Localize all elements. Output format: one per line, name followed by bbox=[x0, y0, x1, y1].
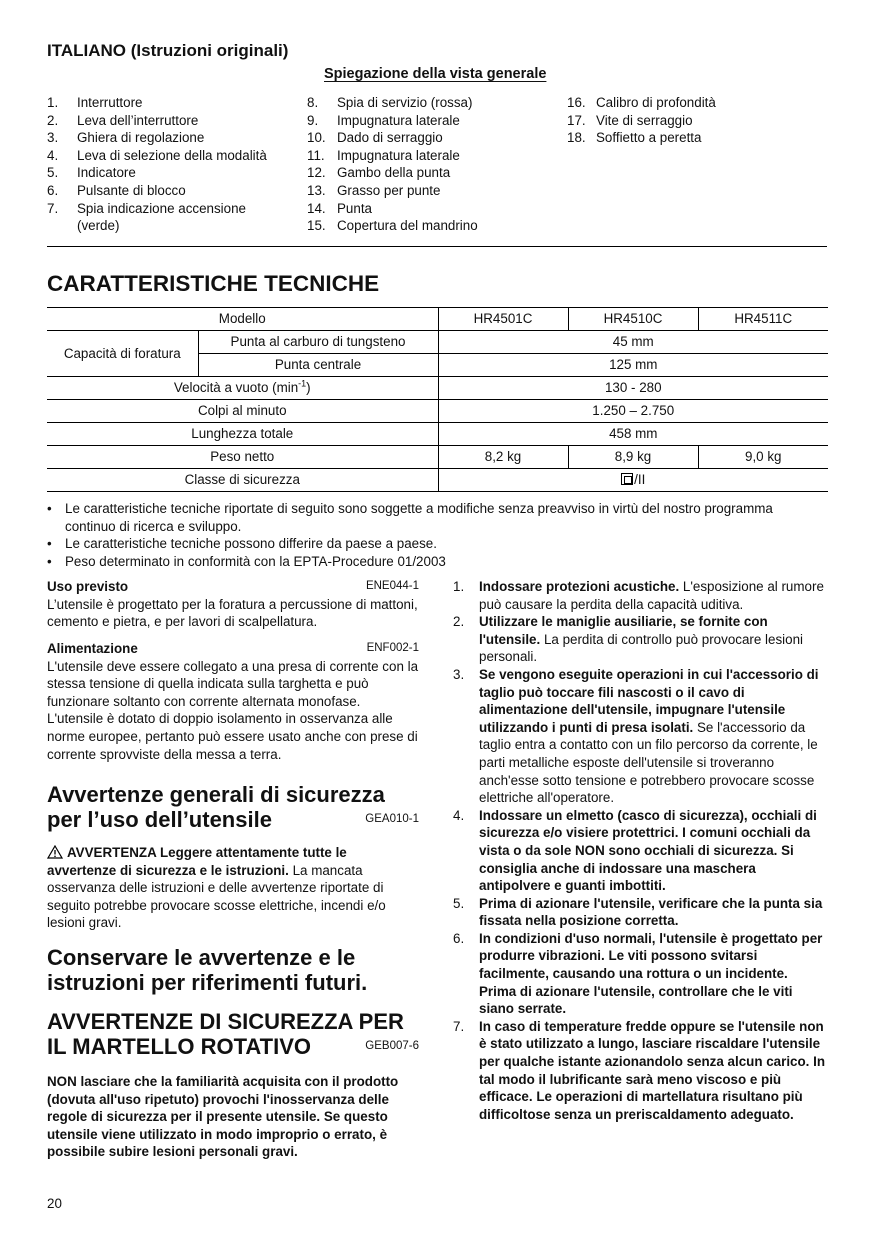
weight-cell: 8,9 kg bbox=[568, 446, 698, 469]
overview-item: 7. Spia indicazione accensione (verde) bbox=[47, 200, 246, 234]
page-number: 20 bbox=[47, 1196, 62, 1211]
list-item: 7. In caso di temperature fredde oppure se l'utensile non è stato utilizzato a lungo, lasciare riscaldare l'utensile per qualche istante azionandolo senza alcun carico. In tal modo il lubrificante sarà meno viscoso e più efficace. Le operazioni di martellatura risultano più difficoltose senza un preriscaldamento adeguato. bbox=[453, 1018, 826, 1122]
overview-item: 4. Leva di selezione della modalità bbox=[47, 147, 267, 163]
general-warnings-section bbox=[47, 783, 419, 932]
length-value: 458 mm bbox=[438, 423, 828, 446]
list-item: 5. Prima di azionare l'utensile, verificare che la punta sia fissata nella posizione corretta. bbox=[453, 895, 823, 929]
general-warnings-title-2: per l’uso dell’utensile bbox=[47, 806, 272, 832]
keep-instructions-heading: Conservare le avvertenze e le istruzioni per riferimenti futuri. bbox=[47, 945, 368, 995]
hammer-intro: NON lasciare che la familiarità acquisita con il prodotto (dovuta all'uso ripetuto) provochi l'inosservanza delle regole di sicurezza per il presente utensile. Se questo utensile viene utilizzato in modo improprio o errato, è possibile subire lesioni personali gravi. bbox=[47, 1074, 399, 1160]
overview-column-1 bbox=[47, 94, 297, 235]
power-supply-section bbox=[47, 640, 419, 763]
warning-paragraph: AVVERTENZA Leggere attentamente tutte le avvertenze di sicurezza e le istruzioni. La mancata osservanza delle istruzioni e delle avvertenze riportate di seguito potrebbe provocare scosse elettriche, incendi e/o lesioni gravi. bbox=[47, 845, 386, 931]
table-row bbox=[47, 308, 828, 331]
table-row bbox=[47, 400, 828, 423]
blows-value: 1.250 – 2.750 bbox=[438, 400, 828, 423]
hammer-code: GEB007-6 bbox=[365, 1040, 419, 1053]
tungsten-label: Punta al carburo di tungsteno bbox=[198, 331, 438, 354]
table-row bbox=[47, 446, 828, 469]
blows-label: Colpi al minuto bbox=[47, 400, 438, 423]
list-item: 4. Indossare un elmetto (casco di sicurezza), occhiali di sicurezza e/o visiere protettrici. I comuni occhiali da vista o da sole NON sono occhiali di sicurezza. Si consiglia anche di indossare una maschera antipolvere e guanti imbottiti. bbox=[453, 807, 817, 894]
list-item: 6. In condizioni d'uso normali, l'utensile è progettato per produrre vibrazioni. Le viti possono svitarsi facilmente, causando una rottura o un incidente. Prima di azionare l'utensile, controllare che le viti siano serrate. bbox=[453, 930, 823, 1017]
model-label: Modello bbox=[47, 308, 438, 331]
list-item: 1. Indossare protezioni acustiche. L'esposizione al rumore può causare la perdita della capacità uditiva. bbox=[453, 579, 824, 612]
weight-label: Peso netto bbox=[47, 446, 438, 469]
overview-column-3 bbox=[567, 94, 807, 147]
power-supply-title: Alimentazione bbox=[47, 641, 138, 656]
warning-icon bbox=[47, 845, 63, 859]
general-warnings-title: Avvertenze generali di sicurezza bbox=[47, 782, 385, 807]
overview-item: 11. Impugnatura laterale bbox=[307, 147, 460, 163]
language-title: ITALIANO (Istruzioni originali) bbox=[47, 41, 289, 60]
overview-item: 3. Ghiera di regolazione bbox=[47, 130, 205, 146]
power-supply-code: ENF002-1 bbox=[366, 642, 419, 654]
intended-use-code: ENE044-1 bbox=[365, 580, 419, 592]
tungsten-value: 45 mm bbox=[438, 331, 828, 354]
general-warnings-code: GEA010-1 bbox=[365, 813, 419, 826]
hammer-title: AVVERTENZE DI SICUREZZA PER bbox=[47, 1009, 404, 1034]
table-row bbox=[47, 331, 828, 354]
overview-item: 13. Grasso per punte bbox=[307, 182, 441, 198]
spec-notes bbox=[47, 500, 827, 570]
intended-use-text: L’utensile è progettato per la foratura a percussione di mattoni, cemento e pietra, e per lavori di scalpellatura. bbox=[47, 596, 418, 630]
overview-item: 8. Spia di servizio (rossa) bbox=[307, 95, 473, 110]
power-supply-text: L'utensile deve essere collegato a una presa di corrente con la stessa tensione di quella indicata sulla targhetta e può funzionare soltanto con corrente alternata monofase. L'utensile è dotato di doppio isolamento in osservanza alle norme europee, pertanto può essere usato anche con prese di corrente sprovviste della messa a terra. bbox=[47, 658, 419, 762]
speed-label: Velocità a vuoto $(\min^{-1})$ bbox=[47, 377, 438, 400]
table-row bbox=[47, 423, 828, 446]
length-label: Lunghezza totale bbox=[47, 423, 438, 446]
weight-cell: 9,0 kg bbox=[698, 446, 828, 469]
specs-title: CARATTERISTICHE TECNICHE bbox=[47, 271, 380, 296]
list-item: • Le caratteristiche tecniche riportate di seguito sono soggette a modifiche senza preavviso in virtù del nostro programma continuo di ricerca e sviluppo. bbox=[47, 501, 773, 534]
overview-item: 6. Pulsante di blocco bbox=[47, 182, 186, 198]
safety-value: /II bbox=[438, 469, 828, 492]
overview-item: 2. Leva dell’interruttore bbox=[47, 112, 199, 128]
overview-item: 1. Interruttore bbox=[47, 95, 143, 110]
list-item: • Peso determinato in conformità con la EPTA-Procedure 01/2003 bbox=[47, 553, 446, 569]
model-cell: HR4511C bbox=[698, 308, 828, 331]
overview-item: 17. Vite di serraggio bbox=[567, 112, 693, 128]
model-cell: HR4510C bbox=[568, 308, 698, 331]
intended-use-title: Uso previsto bbox=[47, 579, 129, 594]
overview-item: 12. Gambo della punta bbox=[307, 165, 451, 181]
list-item: 3. Se vengono eseguite operazioni in cui l'accessorio di taglio può toccare fili nascosti o il cavo di alimentazione dell'utensile, impugnare l'utensile utilizzando i punti di presa isolati. Se l'accessorio da taglio entra a contatto con un filo percorso da corrente, le parti metalliche esposte dell'utensile si troveranno anch'esse sotto tensione e potrebbero provocare scosse elettriche all'operatore. bbox=[453, 666, 819, 806]
section-divider bbox=[47, 246, 827, 247]
core-value: 125 mm bbox=[438, 354, 828, 377]
table-row bbox=[47, 469, 828, 492]
speed-value: 130 - 280 bbox=[438, 377, 828, 400]
safety-rules-list bbox=[453, 578, 825, 1123]
model-cell: HR4501C bbox=[438, 308, 568, 331]
overview-item: 15. Copertura del mandrino bbox=[307, 218, 478, 234]
list-item: 2. Utilizzare le maniglie ausiliarie, se fornite con l'utensile. La perdita di controllo può provocare lesioni personali. bbox=[453, 614, 803, 665]
overview-item: 14. Punta bbox=[307, 200, 372, 216]
hammer-warnings-section bbox=[47, 1010, 419, 1161]
double-insulation-icon bbox=[621, 473, 633, 485]
overview-column-2 bbox=[307, 94, 547, 235]
weight-cell: 8,2 kg bbox=[438, 446, 568, 469]
core-label: Punta centrale bbox=[198, 354, 438, 377]
specs-table bbox=[47, 307, 828, 492]
list-item: • Le caratteristiche tecniche possono differire da paese a paese. bbox=[47, 536, 437, 552]
overview-item: 16. Calibro di profondità bbox=[567, 95, 716, 110]
hammer-title-2: IL MARTELLO ROTATIVO bbox=[47, 1033, 311, 1059]
overview-title: Spiegazione della vista generale bbox=[324, 66, 547, 82]
safety-label: Classe di sicurezza bbox=[47, 469, 438, 492]
capacity-label: Capacità di foratura bbox=[47, 331, 198, 377]
overview-item: 18. Soffietto a peretta bbox=[567, 130, 702, 146]
table-row bbox=[47, 377, 828, 400]
overview-item: 10. Dado di serraggio bbox=[307, 130, 443, 146]
overview-item: 9. Impugnatura laterale bbox=[307, 112, 460, 128]
intended-use-section bbox=[47, 578, 419, 631]
overview-item: 5. Indicatore bbox=[47, 165, 136, 181]
